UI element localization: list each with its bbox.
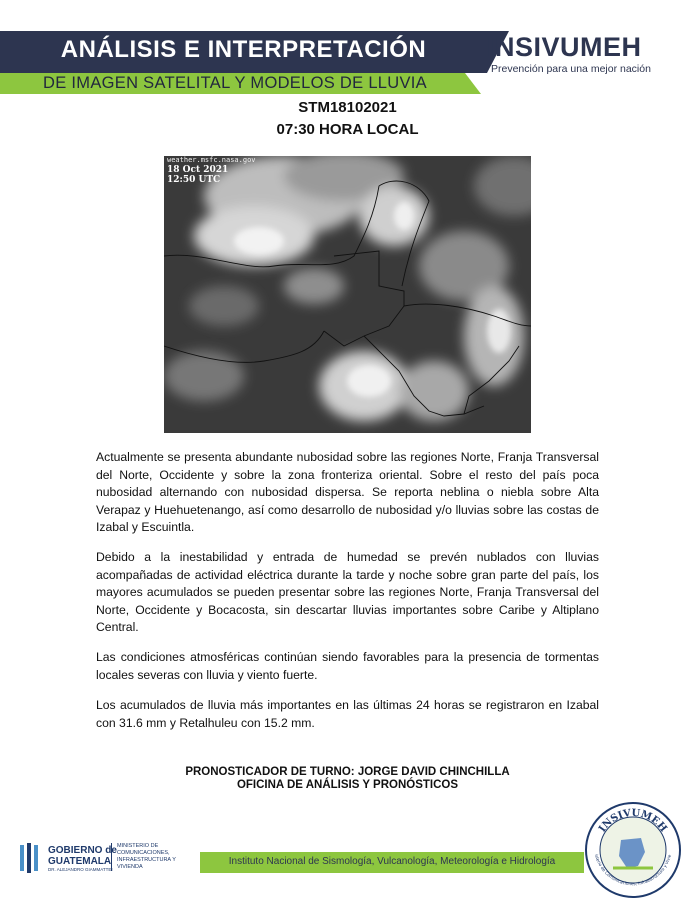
svg-text:Ministerio de Comunicaciones,: isterio de Comunicaciones, Infraestructura y Vivie xyxy=(593,853,672,887)
government-name: GOBIERNO de GUATEMALA xyxy=(48,845,117,867)
insivumeh-seal-icon xyxy=(583,800,683,900)
paragraph-forecast: Debido a la inestabilidad y entrada de humedad se prevén nublados con lluvias acompañadas de actividad eléctrica durante la tarde y noche sobre gran parte del país, los mayores acumulados se pueden presentar sobre las regiones Norte, Franja Transversal del Norte, Occidente y Bocacosta, sin descartar lluvias importantes sobre Caribe y Altiplano Central. xyxy=(96,550,599,634)
document-time: 07:30 HORA LOCAL xyxy=(276,121,419,138)
satellite-time: 12:50 UTC xyxy=(167,175,221,185)
office-signature: OFICINA DE ANÁLISIS Y PRONÓSTICOS xyxy=(236,779,459,791)
satellite-date: 18 Oct 2021 xyxy=(167,165,229,175)
svg-text:INSIVUMEH: INSIVUMEH xyxy=(597,807,669,835)
government-logo-icon xyxy=(19,843,43,873)
ministry-name: MINISTERIO DE COMUNICACIONES, INFRAESTRUCTURA Y VIVIENDA xyxy=(111,843,187,871)
paragraph-rainfall: Los acumulados de lluvia más importantes en las últimas 24 horas se registraron en Izabal con 31.6 mm y Retalhuleu con 15.2 mm. xyxy=(96,698,599,730)
government-president: DR. ALEJANDRO GIAMMATTEI xyxy=(48,867,113,872)
header-subtitle: DE IMAGEN SATELITAL Y MODELOS DE LLUVIA xyxy=(43,74,427,92)
document-code: STM18102021 xyxy=(298,99,397,116)
satellite-image xyxy=(164,156,531,433)
paragraph-current-conditions: Actualmente se presenta abundante nubosidad sobre las regiones Norte, Franja Transversal del Norte, Occidente y sobre la zona fronteriza oriental. Sobre el resto del país poca nubosidad alternando con nubosidad dispersa. Se reporta neblina o niebla sobre Alta Verapaz y Huehuetenango, así como desarrollo de nubosidad y/o lluvias sobre las costas de Izabal y Escuintla. xyxy=(96,450,599,534)
satellite-clouds-map xyxy=(164,156,531,433)
institute-name: Instituto Nacional de Sismología, Vulcanología, Meteorología e Hidrología xyxy=(228,856,556,867)
brand-logo: INSIVUMEH xyxy=(487,32,642,62)
satellite-source: weather.msfc.nasa.gov xyxy=(167,156,256,164)
paragraph-storms: Las condiciones atmosféricas continúan siendo favorables para la presencia de tormentas locales severas con lluvia y viento fuerte. xyxy=(96,650,599,682)
forecaster-signature: PRONOSTICADOR DE TURNO: JORGE DAVID CHINCHILLA xyxy=(185,766,510,778)
brand-tagline: Prevención para una mejor nación xyxy=(491,63,651,75)
header-title: ANÁLISIS E INTERPRETACIÓN xyxy=(60,36,427,63)
